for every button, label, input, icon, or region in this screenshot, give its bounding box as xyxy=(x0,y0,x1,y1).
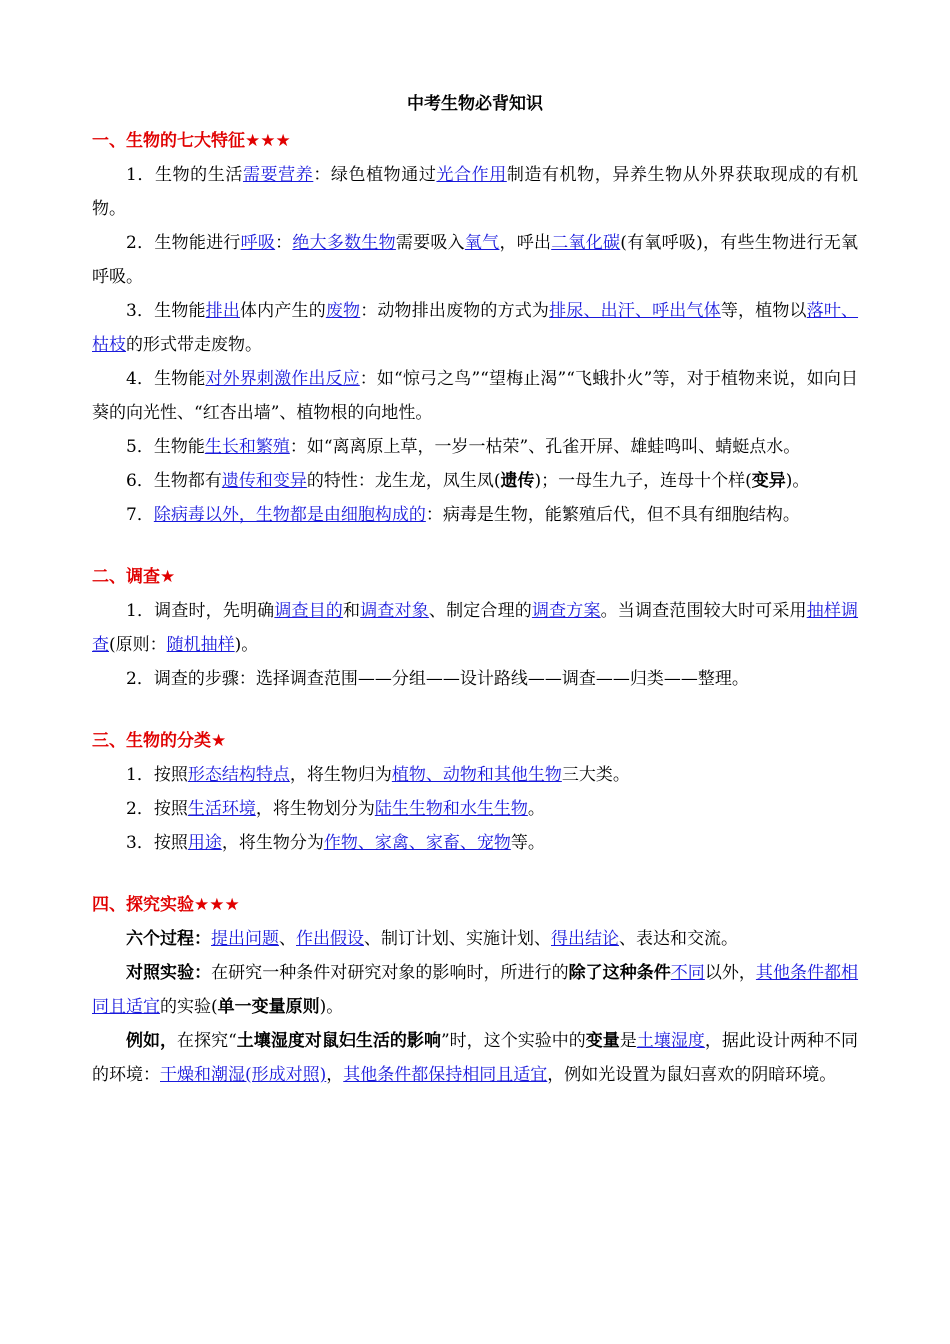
paragraph xyxy=(92,294,858,362)
text-run: 2．按照 xyxy=(126,799,188,819)
text-run: ， xyxy=(326,1065,344,1085)
text-run: 2．调查的步骤：选择调查范围——分组——设计路线——调查——归类——整理。 xyxy=(126,669,749,689)
text-run: 、制订计划、实施计划、 xyxy=(364,929,551,949)
key-term: 用途 xyxy=(187,833,222,853)
paragraph xyxy=(92,158,858,226)
text-run: ：动物排出废物的方式为 xyxy=(360,301,550,321)
section-heading: 三、生物的分类★ xyxy=(92,731,227,751)
text-run: 1．生物的生活 xyxy=(126,165,243,185)
text-run: 和 xyxy=(343,601,361,621)
paragraph xyxy=(92,662,858,696)
text-run: 是 xyxy=(619,1031,637,1051)
text-run: 等，植物以 xyxy=(720,301,807,321)
bold-text: 单一变量原则 xyxy=(217,997,320,1017)
key-term: 作出假设 xyxy=(296,929,364,949)
text-run: ，将生物划分为 xyxy=(255,799,375,819)
text-run: )。 xyxy=(319,997,344,1017)
text-run: 7． xyxy=(126,505,154,525)
key-term: 落叶、枯枝 xyxy=(92,301,859,355)
key-term: 抽样调查 xyxy=(92,601,859,655)
key-term: 呼吸 xyxy=(240,233,276,253)
bold-text: 土壤湿度对鼠妇生活的影响 xyxy=(236,1031,441,1051)
section-spacer xyxy=(92,696,858,724)
key-term: 得出结论 xyxy=(551,929,619,949)
key-term: 作物、家禽、家畜、宠物 xyxy=(323,833,511,853)
section-spacer xyxy=(92,860,858,888)
section-heading: 四、探究实验★★★ xyxy=(92,895,240,915)
key-term: 需要营养 xyxy=(242,165,314,185)
text-run: )。 xyxy=(785,471,810,491)
text-run: ：如“惊弓之鸟”“望梅止渴”“飞蛾扑火”等，对于植物来说，如向日葵的向光性、“红杏出墙”、植物根的向地性。 xyxy=(92,369,858,423)
text-run: 。当调查范围较大时可采用 xyxy=(600,601,807,621)
bold-text: 对照实验： xyxy=(126,963,212,983)
text-run: ：病毒是生物，能繁殖后代，但不具有细胞结构。 xyxy=(425,505,800,525)
text-run: (原则： xyxy=(109,635,167,655)
text-run: 在研究一种条件对研究对象的影响时，所进行的 xyxy=(211,963,569,983)
text-run: ，例如光设置为鼠妇喜欢的阴暗环境。 xyxy=(547,1065,837,1085)
key-term: 提出问题 xyxy=(211,929,279,949)
text-run: 1．按照 xyxy=(126,765,188,785)
key-term: 废物 xyxy=(325,301,361,321)
key-term: 氧气 xyxy=(464,233,500,253)
text-run: ，据此设计两种不同的环境： xyxy=(92,1031,859,1085)
text-run: ： xyxy=(275,233,293,253)
document-page xyxy=(92,92,858,1092)
key-term: 生活环境 xyxy=(187,799,256,819)
text-run: 的形式带走废物。 xyxy=(126,335,262,355)
key-term: 光合作用 xyxy=(436,165,507,185)
text-run: 的实验( xyxy=(160,997,218,1017)
paragraph xyxy=(92,1024,858,1092)
text-run: 体内产生的 xyxy=(240,301,326,321)
text-run: 制造有机物，异养生物从外界获取现成的有机物。 xyxy=(92,165,859,219)
text-run: 3．按照 xyxy=(126,833,188,853)
text-run: )；一母生九子，连母十个样( xyxy=(534,471,752,491)
text-run: 4．生物能 xyxy=(126,369,206,389)
key-term: 调查对象 xyxy=(360,601,429,621)
section-heading: 二、调查★ xyxy=(92,567,176,587)
key-term: 陆生生物和水生生物 xyxy=(374,799,528,819)
paragraph xyxy=(92,758,858,792)
page-title: 中考生物必背知识 xyxy=(407,94,543,114)
text-run: 3．生物能 xyxy=(126,301,206,321)
key-term: 不同 xyxy=(670,963,705,983)
key-term: 形态结构特点 xyxy=(187,765,290,785)
key-term: 二氧化碳 xyxy=(551,233,621,253)
paragraph xyxy=(92,430,858,464)
key-term: 植物、动物和其他生物 xyxy=(391,765,562,785)
section-heading: 一、生物的七大特征★★★ xyxy=(92,131,291,151)
text-run: ，将生物分为 xyxy=(221,833,324,853)
key-term: 其他条件都相同且适宜 xyxy=(92,963,859,1017)
paragraph xyxy=(92,792,858,826)
sections-container xyxy=(92,124,858,1092)
text-run: ，呼出 xyxy=(499,233,552,253)
text-run: 2．生物能进行 xyxy=(126,233,241,253)
paragraph xyxy=(92,464,858,498)
key-term: 绝大多数生物 xyxy=(292,233,396,253)
paragraph xyxy=(92,498,858,532)
key-term: 随机抽样 xyxy=(166,635,235,655)
text-run: 1．调查时，先明确 xyxy=(126,601,275,621)
text-run: ：如“离离原上草，一岁一枯荣”、孔雀开屏、雄蛙鸣叫、蜻蜓点水。 xyxy=(289,437,801,457)
key-term: 调查方案 xyxy=(531,601,601,621)
paragraph xyxy=(92,226,858,294)
text-run: ”时，这个实验中的 xyxy=(440,1031,586,1051)
paragraph xyxy=(92,826,858,860)
text-run: )。 xyxy=(234,635,259,655)
key-term: 遗传和变异 xyxy=(221,471,307,491)
text-run: 以外， xyxy=(704,963,756,983)
paragraph xyxy=(92,594,858,662)
bold-text: 除了这种条件 xyxy=(568,963,671,983)
text-run: (有氧呼吸)，有些生物进行无氧呼吸。 xyxy=(92,233,859,287)
text-run: 。 xyxy=(527,799,545,819)
text-run: 需要吸入 xyxy=(395,233,465,253)
section-spacer xyxy=(92,532,858,560)
text-run: 在探究“ xyxy=(177,1031,237,1051)
bold-text: 例如， xyxy=(126,1031,178,1051)
text-run: 6．生物都有 xyxy=(126,471,222,491)
text-run: ：绿色植物通过 xyxy=(313,165,437,185)
bold-text: 变异 xyxy=(751,471,786,491)
key-term: 生长和繁殖 xyxy=(204,437,290,457)
paragraph xyxy=(92,362,858,430)
key-term: 排尿、出汗、呼出气体 xyxy=(549,301,721,321)
key-term: 其他条件都保持相同且适宜 xyxy=(343,1065,548,1085)
text-run: ，将生物归为 xyxy=(289,765,392,785)
text-run: 三大类。 xyxy=(561,765,630,785)
text-run: 、表达和交流。 xyxy=(619,929,738,949)
key-term: 对外界刺激作出反应 xyxy=(205,369,360,389)
text-run: 5．生物能 xyxy=(126,437,205,457)
text-run: 等。 xyxy=(510,833,545,853)
key-term: 土壤湿度 xyxy=(636,1031,705,1051)
bold-text: 变量 xyxy=(585,1031,620,1051)
key-term: 除病毒以外，生物都是由细胞构成的 xyxy=(153,505,426,525)
paragraph xyxy=(92,922,858,956)
bold-text: 遗传 xyxy=(500,471,535,491)
text-run: 的特性：龙生龙，凤生凤( xyxy=(306,471,501,491)
bold-text: 六个过程： xyxy=(126,929,211,949)
key-term: 调查目的 xyxy=(274,601,344,621)
key-term: 排出 xyxy=(205,301,241,321)
text-run: 、制定合理的 xyxy=(428,601,532,621)
text-run: 、 xyxy=(279,929,296,949)
key-term: 干燥和潮湿(形成对照) xyxy=(160,1065,327,1085)
paragraph xyxy=(92,956,858,1024)
